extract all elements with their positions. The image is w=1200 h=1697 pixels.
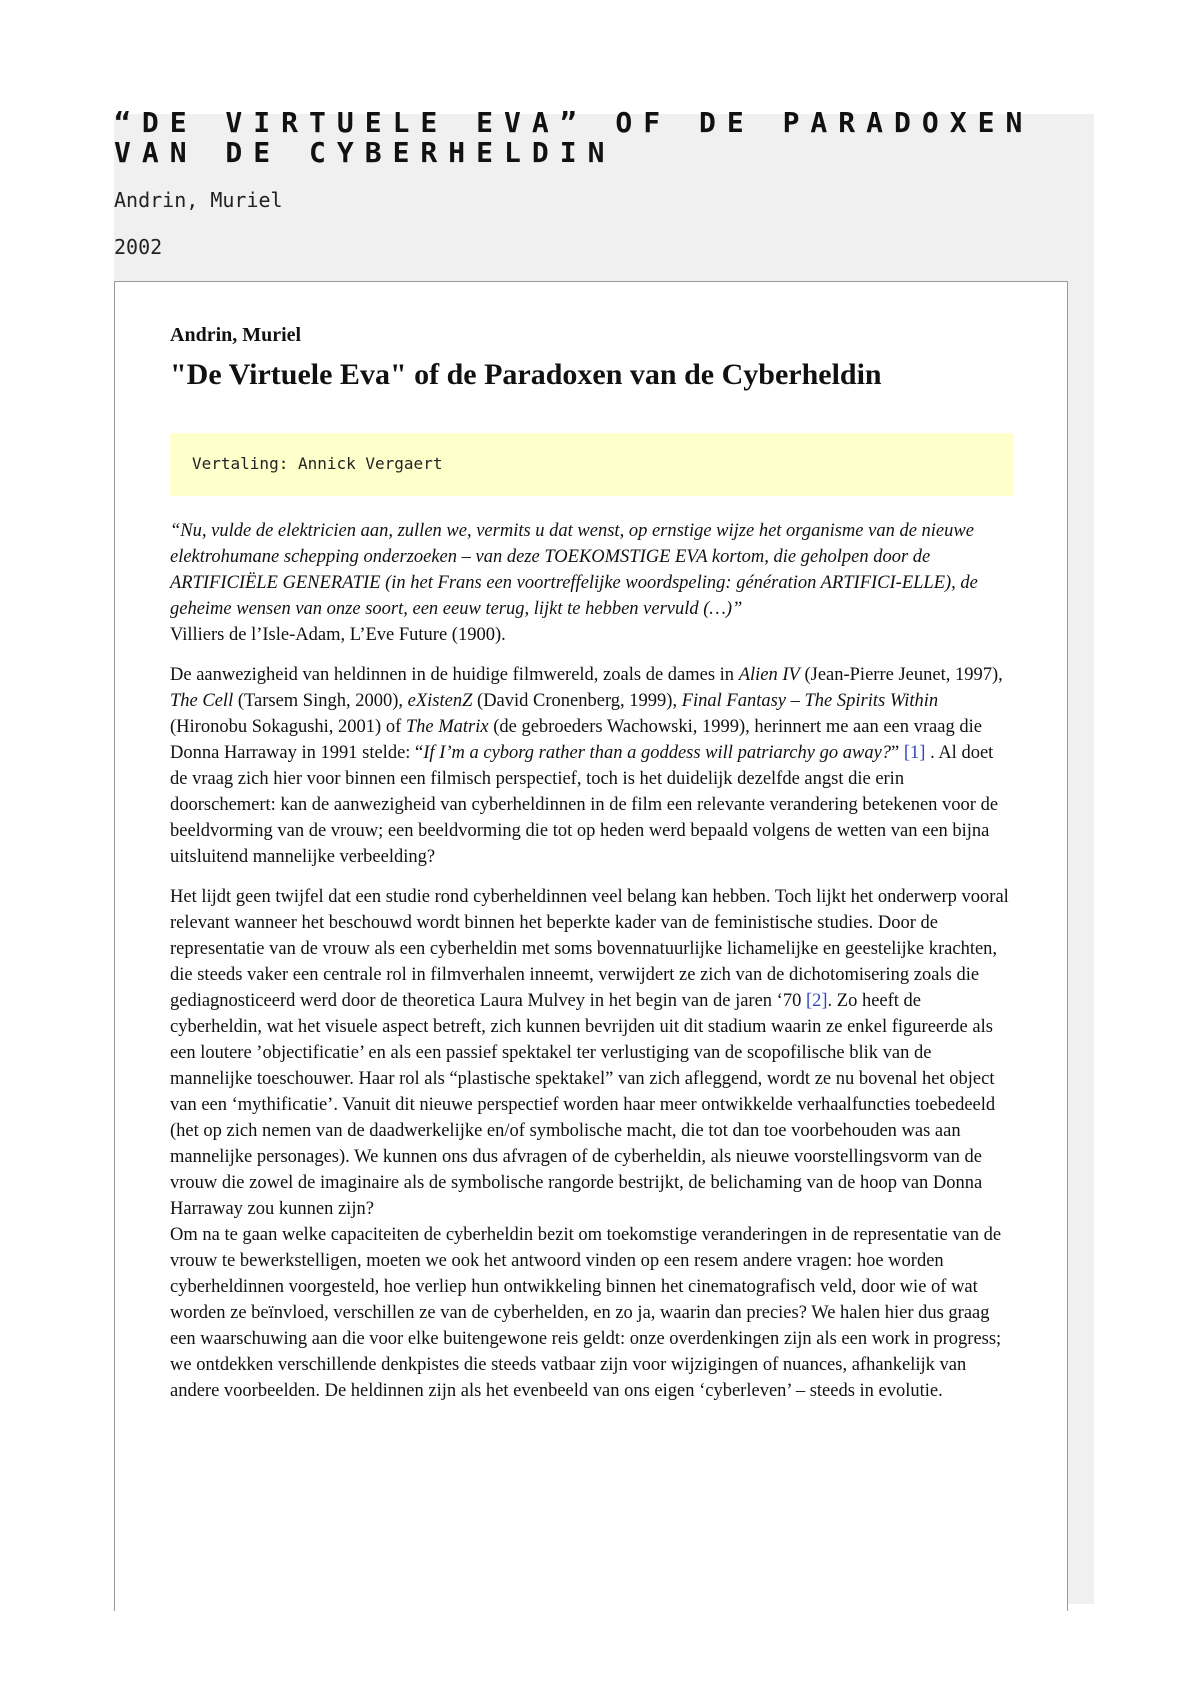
text-run: (Hironobu Sokagushi, 2001) of [170, 717, 406, 737]
document-year: 2002 [114, 235, 163, 259]
footnote-link-1[interactable]: [1] [903, 743, 926, 763]
text-run: De aanwezigheid van heldinnen in de huidige filmwereld, zoals de dames in [170, 665, 739, 685]
paragraph-1 [170, 662, 1014, 870]
text-run: (Jean-Pierre Jeunet, 1997), [799, 665, 1003, 685]
article-body [170, 324, 1014, 1418]
text-run: . Al doet de vraag zich hier voor binnen een filmisch perspectief, toch is het duidelijk dezelfde angst die erin doorschemert: kan de aanwezigheid van cyberheldinnen in de film een relevante verandering betekenen voor de beeldvorming van de vrouw; een beeldvorming die tot op heden werd bepaald volgens de wetten van een bijna uitsluitend mannelijke verbeelding? [170, 743, 999, 867]
article-author: Andrin, Muriel [170, 324, 302, 346]
film-title: eXistenZ [407, 691, 473, 711]
epigraph-source: Villiers de l’Isle-Adam, L’Eve Future (1900). [170, 625, 506, 645]
film-title: The Cell [170, 691, 234, 711]
quoted-question: If I’m a cyborg rather than a goddess will patriarchy go away? [423, 743, 892, 763]
article-container [114, 281, 1068, 1611]
document-author: Andrin, Muriel [114, 188, 283, 212]
film-title: Alien IV [738, 665, 800, 685]
text-run: (Tarsem Singh, 2000), [233, 691, 408, 711]
document-title: “DE VIRTUELE EVA” OF DE PARADOXEN VAN DE CYBERHELDIN [114, 106, 1034, 169]
text-run: Het lijdt geen twijfel dat een studie rond cyberheldinnen veel belang kan hebben. Toch lijkt het onderwerp vooral relevant wanneer het beschouwd wordt binnen het beperkte kader van de feministische studies. Door de representatie van de vrouw als een cyberheldin met soms bovennatuurlijke lichamelijke en geestelijke krachten, die steeds vaker een centrale rol in filmverhalen inneemt, verwijdert ze zich van de dichotomisering zoals die gediagnosticeerd werd door de theoretica Laura Mulvey in het begin van de jaren ‘70 [170, 887, 1009, 1011]
text-run: . Zo heeft de cyberheldin, wat het visuele aspect betreft, zich kunnen bevrijden uit dit stadium waarin ze enkel figureerde als een loutere ’objectificatie’ en als een passief spektakel ter verlustiging van de scopofilische blik van de mannelijke toeschouwer. Haar rol als “plastische spektakel” van zich afleggend, wordt ze nu bovenal het object van een ‘mythificatie’. Vanuit dit nieuwe perspectief worden haar meer ontwikkelde verhaalfuncties toebedeeld (het op zich nemen van de daadwerkelijke en/of symbolische macht, die tot dan toe voorbehouden was aan mannelijke personages). We kunnen ons dus afvragen of de cyberheldin, als nieuwe voorstellingsvorm van de vrouw die zowel de imaginaire als de symbolische rangorde bestrijkt, de belichaming van de hoop van Donna Harraway zou kunnen zijn? [170, 991, 996, 1219]
epigraph-quote: “Nu, vulde de elektricien aan, zullen we, vermits u dat wenst, op ernstige wijze het organisme van de nieuwe elektrohumane schepping onderzoeken – van deze TOEKOMSTIGE EVA kortom, die geholpen door de ARTIFICIËLE GENERATIE (in het Frans een voortreffelijke woordspeling: génération ARTIFICI-ELLE), de geheime wensen van onze soort, een eeuw terug, lijkt te hebben vervuld (…)” [170, 521, 978, 619]
film-title: The Matrix [405, 717, 489, 737]
epigraph [170, 518, 1014, 648]
text-run: (David Cronenberg, 1999), [472, 691, 682, 711]
footnote-link-2[interactable]: [2] [805, 991, 828, 1011]
text-run: (de gebroeders Wachowski, 1999), herinnert me aan een vraag die Donna Harraway in 1991 stelde: “ [170, 717, 982, 763]
film-title: Final Fantasy – The Spirits Within [681, 691, 939, 711]
paragraph-2 [170, 884, 1014, 1222]
article-title: "De Virtuele Eva" of de Paradoxen van de Cyberheldin [170, 358, 882, 391]
translation-note: Vertaling: Annick Vergaert [170, 433, 1014, 496]
text-run: ” [891, 743, 904, 763]
paragraph-3: Om na te gaan welke capaciteiten de cyberheldin bezit om toekomstige veranderingen in de representatie van de vrouw te bewerkstelligen, moeten we ook het antwoord vinden op een resem andere vragen: hoe worden cyberheldinnen voorgesteld, hoe verliep hun ontwikkeling binnen het cinematografisch veld, door wie of wat worden ze beïnvloed, verschillen ze van de cyberhelden, en zo ja, waarin dan precies? We halen hier dus graag een waarschuwing aan die voor elke buitengewone reis geldt: onze overdenkingen zijn als een work in progress; we ontdekken verschillende denkpistes die steeds vatbaar zijn voor wijzigingen of nuances, afhankelijk van andere voorbeelden. De heldinnen zijn als het evenbeeld van ons eigen ‘cyberleven’ – steeds in evolutie. [170, 1225, 1002, 1401]
